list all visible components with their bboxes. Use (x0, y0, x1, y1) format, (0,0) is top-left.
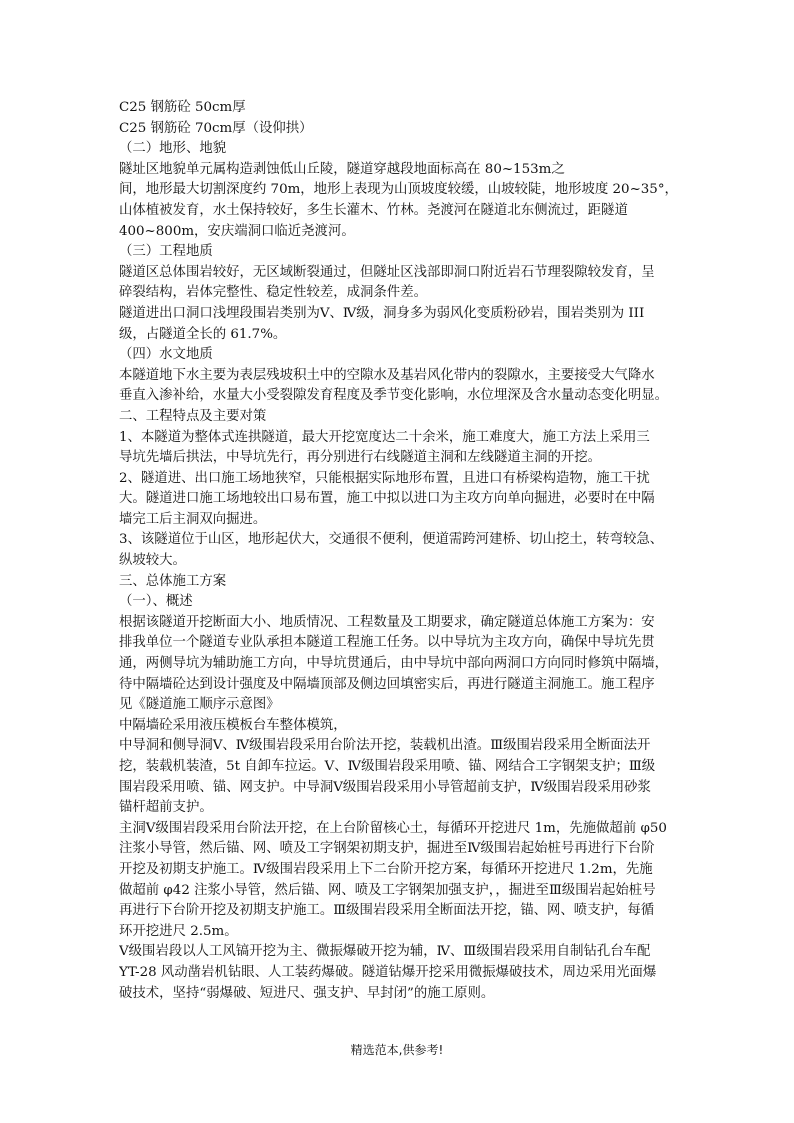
text-line: Ⅴ级围岩段以人工风镐开挖为主、微振爆破开挖为辅，Ⅳ、Ⅲ级围岩段采用自制钻孔台车配 (119, 944, 651, 960)
text-line: 间，地形最大切割深度约 70m，地形上表现为山顶坡度较缓，山坡较陡，地形坡度 20~35°， (119, 182, 678, 198)
text-line: 挖，装载机装渣，5t 自卸车拉运。Ⅴ、Ⅳ级围岩段采用喷、锚、网结合工字钢架支护；Ⅲ级 (119, 759, 656, 774)
text-line: 开挖及初期支护施工。Ⅳ级围岩段采用上下二台阶开挖方案，每循环开挖进尺 1.2m，先施 (119, 861, 653, 877)
text-line: 见《隧道施工顺序示意图》 (119, 697, 280, 713)
text-line: （三）工程地质 (119, 244, 213, 260)
text-line: 根据该隧道开挖断面大小、地质情况、工程数量及工期要求，确定隧道总体施工方案为：安 (119, 614, 655, 630)
text-line: 大。隧道进口施工场地较出口易布置，施工中拟以进口为主攻方向单向掘进，必要时在中隔 (119, 491, 655, 507)
text-line: 导坑先墙后拱法，中导坑先行，再分别进行右线隧道主洞和左线隧道主洞的开挖。 (119, 450, 602, 466)
text-line: 碎裂结构，岩体完整性、稳定性较差，成洞条件差。 (119, 285, 427, 301)
text-line: C25 钢筋砼 70cm厚（设仰拱） (119, 120, 313, 136)
text-line: 1、本隧道为整体式连拱隧道，最大开挖宽度达二十余米，施工难度大，施工方法上采用三 (119, 429, 650, 445)
text-line: 通，两侧导坑为辅助施工方向，中导坑贯通后，由中导坑中部向两洞口方向同时修筑中隔墙， (119, 656, 669, 672)
text-line: 做超前 φ42 注浆小导管，然后锚、网、喷及工字钢架加强支护，，掘进至Ⅲ级围岩起始桩号 (119, 882, 656, 898)
text-line: 主洞Ⅴ级围岩段采用台阶法开挖，在上台阶留核心土，每循环开挖进尺 1m，先施做超前 φ50 (119, 820, 667, 836)
text-line: 中隔墙砼采用液压模板台车整体模筑， (119, 717, 347, 733)
text-line: （一）、概述 (119, 594, 193, 610)
text-line: 排我单位一个隧道专业队承担本隧道工程施工任务。以中导坑为主攻方向，确保中导坑先贯 (119, 635, 655, 651)
text-line: 破技术，坚持“弱爆破、短进尺、强支护、早封闭”的施工原则。 (119, 985, 495, 1001)
text-line: 400~800m，安庆端洞口临近尧渡河。 (119, 223, 355, 239)
text-line: 中导洞和侧导洞Ⅴ、Ⅳ级围岩段采用台阶法开挖，装载机出渣。Ⅲ级围岩段采用全断面法开 (119, 738, 651, 754)
text-line: 纵坡较大。 (119, 553, 186, 569)
text-line: 本隧道地下水主要为表层残坡积土中的空隙水及基岩风化带内的裂隙水，主要接受大气降水 (119, 367, 655, 383)
text-line: 隧道区总体围岩较好，无区域断裂通过，但隧址区浅部即洞口附近岩石节理裂隙较发育，呈 (119, 264, 655, 280)
text-line: 环开挖进尺 2.5m。 (119, 923, 238, 939)
text-line: 三、总体施工方案 (119, 573, 227, 589)
text-line: 注浆小导管，然后锚、网、喷及工字钢架初期支护，掘进至Ⅳ级围岩起始桩号再进行下台阶 (119, 841, 655, 857)
text-line: （二）地形、地貌 (119, 141, 227, 157)
text-line: YT-28 风动凿岩机钻眼、人工装药爆破。隧道钻爆开挖采用微振爆破技术，周边采用光面爆 (119, 964, 657, 980)
text-line: 再进行下台阶开挖及初期支护施工。Ⅲ级围岩段采用全断面法开挖，锚、网、喷支护，每循 (119, 903, 655, 919)
text-line: 垂直入渗补给，水量大小受裂隙发育程度及季节变化影响，水位埋深及含水量动态变化明显。 (119, 388, 669, 404)
text-line: 隧道进出口洞口浅埋段围岩类别为Ⅴ、Ⅳ级，洞身多为弱风化变质粉砂岩，围岩类别为 III (119, 305, 645, 321)
document-body (119, 98, 679, 1004)
text-line: C25 钢筋砼 50cm厚 (119, 100, 246, 115)
page-footer: 精选范本,供参考! (350, 1043, 444, 1057)
text-line: 2、隧道进、出口施工场地狭窄，只能根据实际地形布置，且进口有桥梁构造物，施工干扰 (119, 470, 650, 486)
text-line: 隧址区地貌单元属构造剥蚀低山丘陵，隧道穿越段地面标高在 80~153m之 (119, 161, 565, 177)
text-line: 待中隔墙砼达到设计强度及中隔墙顶部及侧边回填密实后，再进行隧道主洞施工。施工程序 (119, 676, 655, 692)
text-line: 级，占隧道全长的 61.7%。 (119, 326, 287, 342)
text-line: 墙完工后主洞双向掘进。 (119, 511, 267, 527)
text-line: （四）水文地质 (119, 347, 213, 363)
text-line: 锚杆超前支护。 (119, 800, 213, 816)
text-line: 二、工程特点及主要对策 (119, 408, 267, 424)
text-line: 3、该隧道位于山区，地形起伏大，交通很不便利，便道需跨河建桥、切山挖土，转弯较急、 (119, 532, 664, 548)
text-line: 围岩段采用喷、锚、网支护。中导洞Ⅴ级围岩段采用小导管超前支护，Ⅳ级围岩段采用砂浆 (119, 779, 651, 795)
text-line: 山体植被发育，水土保持较好，多生长灌木、竹林。尧渡河在隧道北东侧流过，距隧道 (119, 202, 628, 218)
